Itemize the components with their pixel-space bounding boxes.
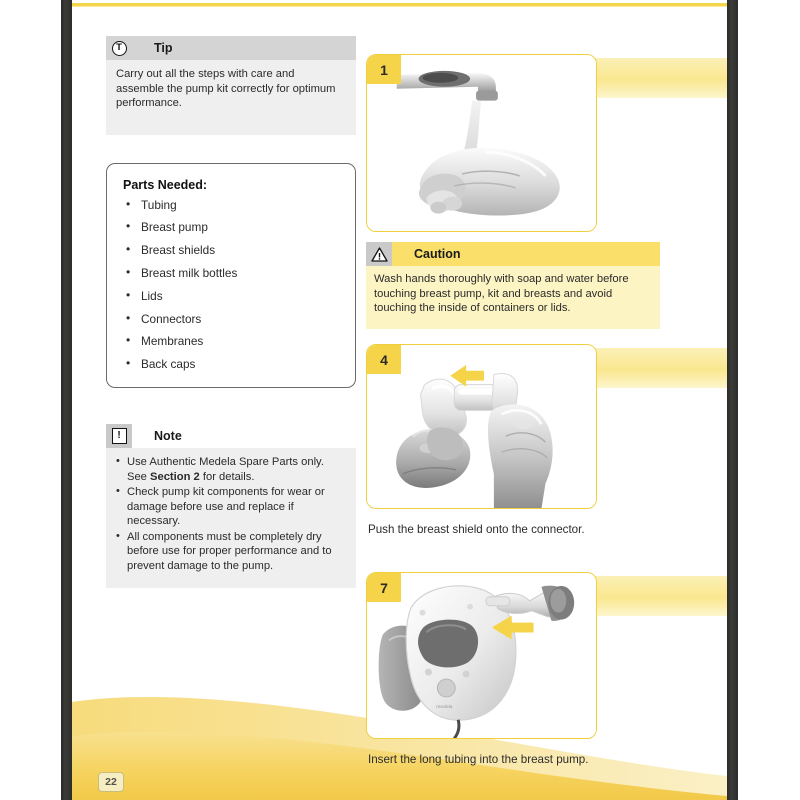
note-header xyxy=(106,424,356,448)
note-item-emphasis: Section 2 xyxy=(150,470,200,483)
step-panel-4 xyxy=(366,344,597,509)
step-caption-4: Push the breast shield onto the connector. xyxy=(368,523,585,536)
step-number-badge: 4 xyxy=(367,345,401,374)
list-item: • Breast shields xyxy=(123,245,341,257)
list-item: • Breast milk bottles xyxy=(123,268,341,280)
parts-needed-box xyxy=(106,163,356,388)
list-item: • Breast pump xyxy=(123,222,341,234)
tip-icon-cell xyxy=(106,36,132,60)
letter-t-circle-icon: T xyxy=(112,41,127,56)
caution-callout xyxy=(366,242,660,329)
caution-body: Wash hands thoroughly with soap and water before touching breast pump, kit and breasts and avoid touching the inside of containers or lids. xyxy=(366,266,660,329)
list-item: • Membranes xyxy=(123,336,341,348)
exclamation-square-icon: ! xyxy=(112,428,127,444)
note-icon-cell xyxy=(106,424,132,448)
note-body xyxy=(106,448,356,588)
list-item: • Connectors xyxy=(123,314,341,326)
svg-text:medela: medela xyxy=(436,704,453,710)
caution-title: Caution xyxy=(392,242,660,266)
book-edge-left xyxy=(61,0,72,800)
note-list xyxy=(116,455,344,574)
step-number-badge: 7 xyxy=(367,573,401,602)
page-number: 22 xyxy=(98,772,124,792)
step-caption-7: Insert the long tubing into the breast pump. xyxy=(368,753,589,766)
caution-header xyxy=(366,242,660,266)
step-band-2 xyxy=(592,348,727,388)
hand-holding-breast-pump-with-tubing-illustration xyxy=(367,573,596,739)
tip-body: Carry out all the steps with care and assemble the pump kit correctly for optimum performance. xyxy=(106,60,356,135)
list-item: • Lids xyxy=(123,291,341,303)
list-item: • Tubing xyxy=(123,200,341,212)
warning-triangle-icon xyxy=(371,247,388,262)
hands-pushing-breast-shield-onto-connector-illustration xyxy=(367,345,596,509)
parts-needed-list xyxy=(123,197,341,372)
list-item xyxy=(116,455,344,484)
step-band-3 xyxy=(592,576,727,616)
list-item: • Back caps xyxy=(123,359,341,371)
step-panel-1 xyxy=(366,54,597,232)
tip-title: Tip xyxy=(132,36,356,60)
step-number-badge: 1 xyxy=(367,55,401,84)
book-edge-right xyxy=(727,0,738,800)
page-sheet xyxy=(72,0,727,800)
caution-icon-cell xyxy=(366,242,392,266)
note-item-text: Use Authentic Medela Spare Parts only. See xyxy=(127,456,324,483)
list-item: • Check pump kit components for wear or damage before use and replace if necessary. xyxy=(116,485,344,529)
step-band-1 xyxy=(592,58,727,98)
list-item: • All components must be completely dry before use for proper performance and to prevent damage to the pump. xyxy=(116,530,344,574)
left-column xyxy=(106,36,356,588)
note-title: Note xyxy=(132,424,356,448)
note-callout xyxy=(106,424,356,588)
tip-callout xyxy=(106,36,356,135)
note-item-text-tail: for details. xyxy=(199,470,255,483)
washing-hands-under-faucet-illustration xyxy=(367,55,596,231)
step-panel-7 xyxy=(366,572,597,739)
tip-header xyxy=(106,36,356,60)
page-top-rule xyxy=(72,3,727,7)
parts-needed-title: Parts Needed: xyxy=(123,177,208,192)
